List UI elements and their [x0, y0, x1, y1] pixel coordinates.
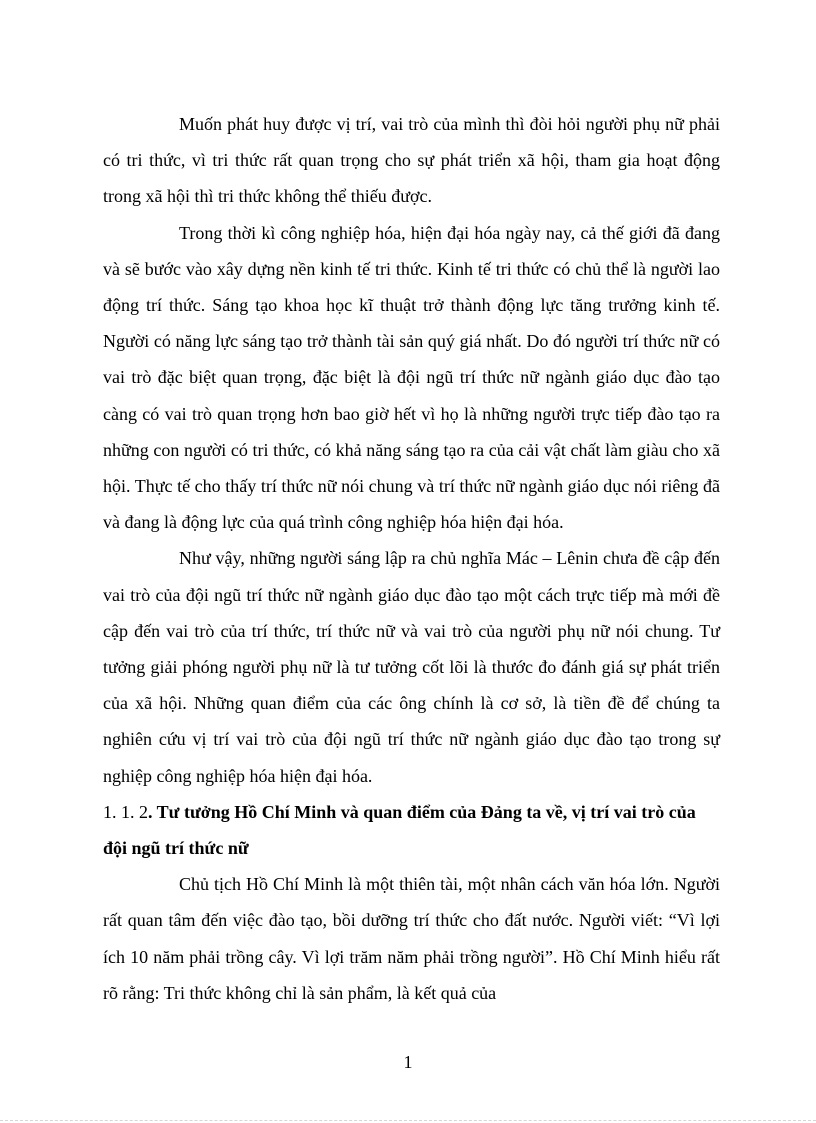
section-number: 1. 1. 2 — [103, 801, 148, 822]
page-bottom-border — [0, 1120, 816, 1121]
paragraph-marxism-leninism: Như vậy, những người sáng lập ra chủ nghĩa Mác – Lênin chưa đề cập đến vai trò của đội ngũ trí thức nữ ngành giáo dục đào tạo một cách trực tiếp mà mới đề cập đến vai trò của trí thức, trí thức nữ và vai trò của người phụ nữ nói chung. Tư tưởng giải phóng người phụ nữ là tư tưởng cốt lõi là thước đo đánh giá sự phát triển của xã hội. Những quan điểm của các ông chính là cơ sở, là tiền đề để chúng ta nghiên cứu vị trí vai trò của đội ngũ trí thức nữ ngành giáo dục đào tạo trong sự nghiệp công nghiệp hóa hiện đại hóa. — [103, 548, 720, 786]
page-number: 1 — [403, 1052, 413, 1072]
paragraph-ho-chi-minh: Chủ tịch Hồ Chí Minh là một thiên tài, một nhân cách văn hóa lớn. Người rất quan tâm đến việc đào tạo, bồi dưỡng trí thức cho đất nước. Người viết: “Vì lợi ích 10 năm phải trồng cây. Vì lợi trăm năm phải trồng người”. Hồ Chí Minh hiểu rất rõ rằng: Tri thức không chỉ là sản phẩm, là kết quả của — [103, 874, 720, 1003]
section-title: . Tư tưởng Hồ Chí Minh và quan điểm của Đảng ta về, vị trí vai trò của đội ngũ trí thức nữ — [103, 801, 696, 859]
body-text — [103, 106, 720, 1011]
paragraph-knowledge-economy: Trong thời kì công nghiệp hóa, hiện đại hóa ngày nay, cả thế giới đã đang và sẽ bước vào xây dựng nền kinh tế tri thức. Kinh tế tri thức có chủ thể là người lao động trí thức. Sáng tạo khoa học kĩ thuật trở thành động lực tăng trưởng kinh tế. Người có năng lực sáng tạo trở thành tài sản quý giá nhất. Do đó người trí thức nữ có vai trò đặc biệt quan trọng, đặc biệt là đội ngũ trí thức nữ ngành giáo dục đào tạo càng có vai trò quan trọng hơn bao giờ hết vì họ là những người trực tiếp đào tạo ra những con người có tri thức, có khả năng sáng tạo ra của cải vật chất làm giàu cho xã hội. Thực tế cho thấy trí thức nữ nói chung và trí thức nữ ngành giáo dục nói riêng đã và đang là động lực của quá trình công nghiệp hóa hiện đại hóa. — [103, 222, 720, 533]
section-heading — [103, 794, 720, 866]
paragraph-role-of-women: Muốn phát huy được vị trí, vai trò của mình thì đòi hỏi người phụ nữ phải có tri thức, vì tri thức rất quan trọng cho sự phát triển xã hội, tham gia hoạt động trong xã hội thì tri thức không thể thiếu được. — [103, 114, 720, 207]
